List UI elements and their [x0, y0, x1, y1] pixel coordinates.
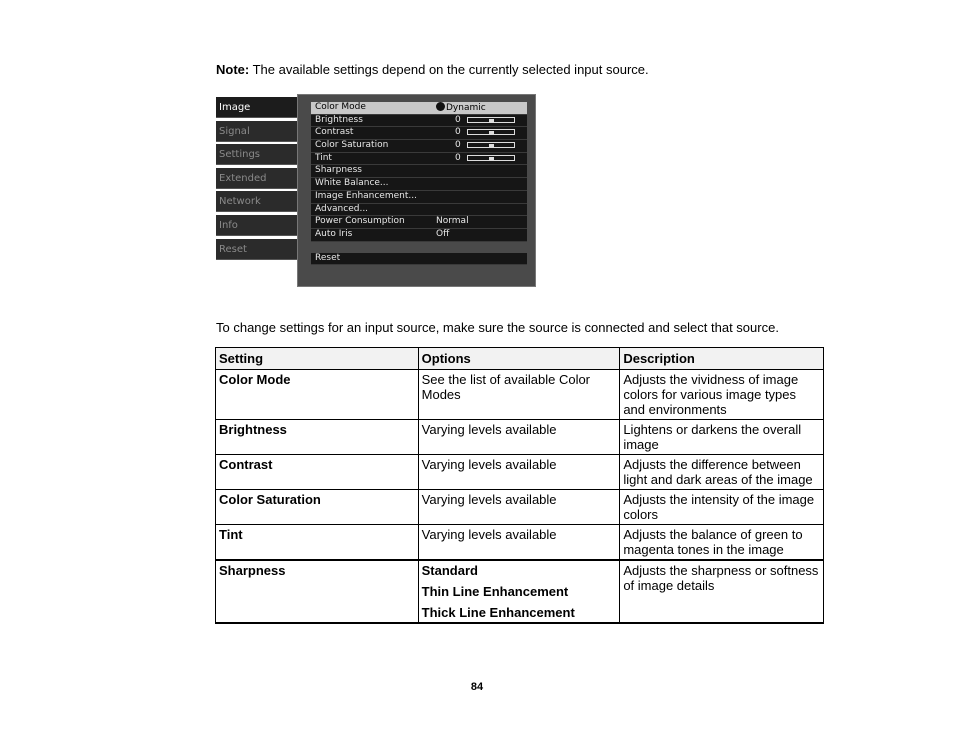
table-row: [216, 370, 824, 420]
options-cell: [418, 560, 620, 623]
setting-cell: Color Mode: [216, 370, 419, 420]
osd-row-auto-iris[interactable]: [311, 229, 527, 242]
osd-row-label: Reset: [315, 252, 341, 263]
options-cell: Varying levels available: [418, 490, 620, 525]
page-number: 84: [470, 681, 484, 693]
osd-row-color-mode[interactable]: [311, 102, 527, 115]
settings-table: [215, 347, 824, 624]
osd-row-contrast[interactable]: [311, 127, 527, 140]
slider-knob[interactable]: [489, 131, 494, 134]
osd-row-label: Tint: [315, 152, 332, 163]
setting-cell: Color Saturation: [216, 490, 419, 525]
osd-tab-info[interactable]: Info: [216, 215, 302, 236]
osd-tab-extended[interactable]: Extended: [216, 168, 302, 189]
osd-tab-reset[interactable]: Reset: [216, 239, 302, 260]
setting-cell: Sharpness: [216, 560, 419, 623]
osd-row-value: 0: [455, 152, 461, 163]
osd-tab-image[interactable]: Image: [216, 97, 302, 118]
osd-row-label: Brightness: [315, 114, 363, 125]
osd-row-label: Advanced...: [315, 203, 369, 214]
osd-row-value: 0: [455, 127, 461, 138]
osd-menu-tabs: [216, 97, 302, 262]
slider-knob[interactable]: [489, 157, 494, 160]
table-row: [216, 560, 824, 623]
table-row: [216, 525, 824, 561]
osd-row-value: Normal: [436, 216, 469, 227]
osd-row-white-balance[interactable]: [311, 178, 527, 191]
option-item: Standard: [421, 563, 478, 578]
note-text: The available settings depend on the currently selected input source.: [249, 62, 649, 77]
note-paragraph: [216, 62, 649, 77]
osd-row-value: Dynamic: [436, 102, 486, 115]
intro-paragraph: To change settings for an input source, make sure the source is connected and select that source.: [216, 320, 779, 335]
osd-row-brightness[interactable]: [311, 115, 527, 128]
description-cell: Adjusts the difference between light and dark areas of the image: [620, 455, 824, 490]
setting-cell: Brightness: [216, 420, 419, 455]
osd-row-advanced[interactable]: [311, 204, 527, 217]
osd-row-label: Power Consumption: [315, 216, 405, 227]
header-setting: Setting: [216, 348, 419, 370]
note-label: Note:: [216, 62, 250, 77]
table-row: [216, 455, 824, 490]
osd-slider[interactable]: [467, 117, 515, 123]
options-cell: Varying levels available: [418, 525, 620, 561]
slider-knob[interactable]: [489, 144, 494, 147]
table-header-row: [216, 348, 824, 370]
control-icon: [436, 102, 445, 111]
option-item: Thin Line Enhancement: [421, 584, 569, 599]
osd-row-tint[interactable]: [311, 153, 527, 166]
osd-row-color-saturation[interactable]: [311, 140, 527, 153]
options-cell: See the list of available Color Modes: [418, 370, 620, 420]
osd-row-value: 0: [455, 140, 461, 151]
osd-row-power-consumption[interactable]: [311, 216, 527, 229]
description-cell: Adjusts the intensity of the image colors: [620, 490, 824, 525]
slider-knob[interactable]: [489, 119, 494, 122]
table-row: [216, 490, 824, 525]
osd-row-value: Off: [436, 228, 450, 239]
description-cell: Adjusts the sharpness or softness of image details: [620, 560, 824, 623]
header-description: Description: [620, 348, 824, 370]
description-cell: Adjusts the vividness of image colors for various image types and environments: [620, 370, 824, 420]
osd-row-label: Image Enhancement...: [315, 190, 417, 201]
description-cell: Lightens or darkens the overall image: [620, 420, 824, 455]
osd-row-label: Sharpness: [315, 165, 362, 176]
option-item: Thick Line Enhancement: [421, 605, 575, 620]
osd-row-label: Auto Iris: [315, 228, 353, 239]
osd-tab-signal[interactable]: Signal: [216, 121, 302, 142]
osd-settings-list: [311, 102, 527, 265]
osd-row-sharpness[interactable]: [311, 165, 527, 178]
osd-row-label: White Balance...: [315, 178, 389, 189]
options-cell: Varying levels available: [418, 420, 620, 455]
header-options: Options: [418, 348, 620, 370]
setting-cell: Contrast: [216, 455, 419, 490]
osd-row-label: Color Mode: [315, 102, 366, 112]
osd-row-image-enhancement[interactable]: [311, 191, 527, 204]
options-cell: Varying levels available: [418, 455, 620, 490]
osd-row-label: Contrast: [315, 127, 354, 138]
osd-tab-network[interactable]: Network: [216, 191, 302, 212]
osd-slider[interactable]: [467, 155, 515, 161]
osd-row-label: Color Saturation: [315, 140, 389, 151]
osd-image-panel: [297, 94, 536, 287]
osd-slider[interactable]: [467, 129, 515, 135]
table-row: [216, 420, 824, 455]
setting-cell: Tint: [216, 525, 419, 561]
osd-row-value: 0: [455, 114, 461, 125]
osd-reset-button[interactable]: [311, 253, 527, 266]
description-cell: Adjusts the balance of green to magenta tones in the image: [620, 525, 824, 561]
osd-slider[interactable]: [467, 142, 515, 148]
osd-tab-settings[interactable]: Settings: [216, 144, 302, 165]
